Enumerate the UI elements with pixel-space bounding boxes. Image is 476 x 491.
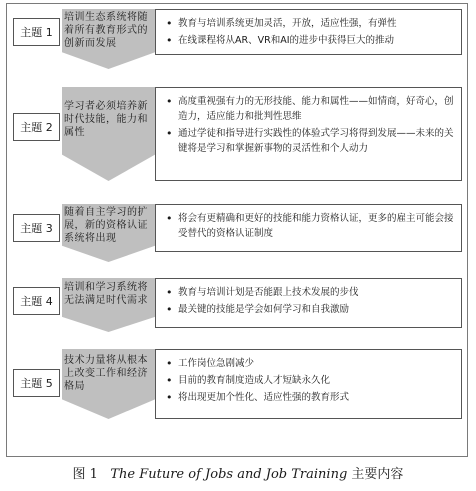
theme-4-bullet-2: • 最关键的技能是学会如何学习和自我激励	[166, 302, 455, 317]
caption-suffix: 主要内容	[351, 467, 404, 482]
theme-arrow-text-4: 培训和学习系统将无法满足时代需求	[64, 282, 148, 306]
theme-arrow-text-5: 技术力量将从根本上改变工作和经济格局	[64, 355, 148, 392]
theme-content-5	[155, 349, 462, 419]
theme-content-2	[155, 87, 462, 181]
theme-content-4	[155, 278, 462, 328]
theme-arrow-text-3: 随着自主学习的扩展，新的资格认证系统将出现	[64, 207, 148, 244]
theme-3-bullet-1: • 将会有更精确和更好的技能和能力资格认证，更多的雇主可能会接受替代的资格认证制度	[166, 211, 455, 241]
theme-label-5: 主题 5	[13, 369, 60, 397]
figure-caption	[0, 463, 476, 482]
theme-1-bullet-2: • 在线课程将从AR、VR和AI的进步中获得巨大的推动	[166, 33, 455, 48]
theme-2-bullet-2: • 通过学徒和指导进行实践性的体验式学习将得到发展——未来的关键将是学习和掌握新事物的灵活性和个人动力	[166, 126, 455, 156]
theme-label-3: 主题 3	[13, 214, 60, 242]
theme-label-1: 主题 1	[13, 18, 60, 46]
caption-title-en: The Future of Jobs and Job Training	[110, 467, 348, 482]
theme-2-bullet-1: • 高度重视强有力的无形技能、能力和属性——如情商，好奇心，创造力，适应能力和批判性思维	[166, 94, 455, 124]
theme-content-1	[155, 9, 462, 55]
theme-5-bullet-2: • 目前的教育制度造成人才短缺永久化	[166, 373, 455, 388]
theme-arrow-text-1: 培训生态系统将随着所有教育形式的创新而发展	[64, 12, 148, 49]
theme-4-bullet-1: • 教育与培训计划是否能跟上技术发展的步伐	[166, 285, 455, 300]
theme-label-2: 主题 2	[13, 113, 60, 141]
theme-content-3	[155, 204, 462, 252]
theme-arrow-text-2: 学习者必须培养新时代技能，能力和属性	[64, 101, 148, 138]
theme-5-bullet-3: • 将出现更加个性化、适应性强的教育形式	[166, 390, 455, 405]
theme-label-4: 主题 4	[13, 287, 60, 315]
caption-prefix: 图 1	[72, 467, 98, 482]
theme-5-bullet-1: • 工作岗位急剧减少	[166, 356, 455, 371]
theme-1-bullet-1: • 教育与培训系统更加灵活，开放，适应性强，有弹性	[166, 16, 455, 31]
